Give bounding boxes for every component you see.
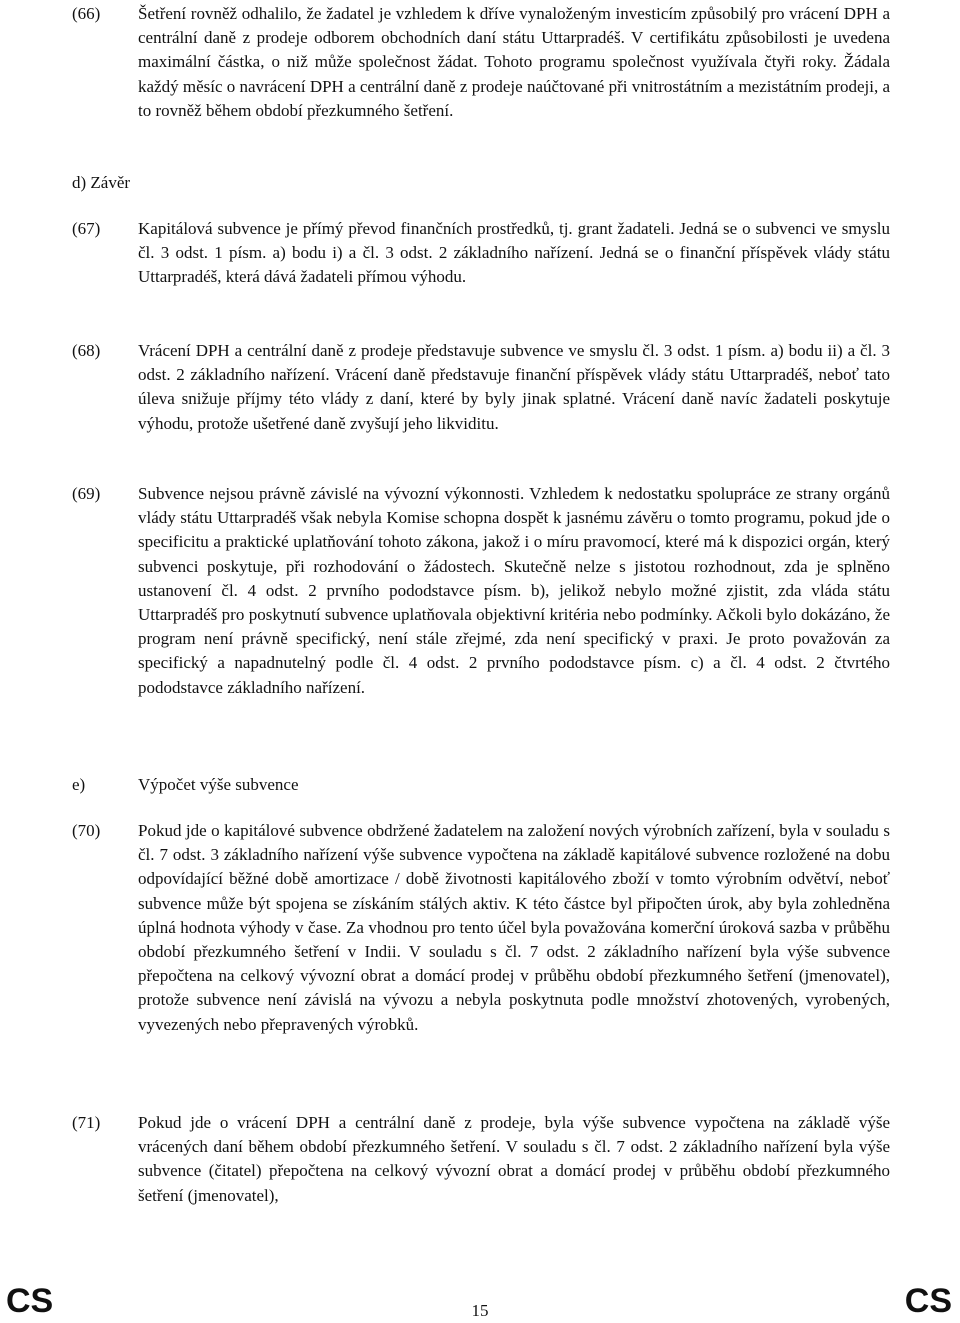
paragraph-70 xyxy=(72,819,892,1037)
page-number: 15 xyxy=(471,1301,489,1320)
paragraph-text: Subvence nejsou právně závislé na vývozní výkonnosti. Vzhledem k nedostatku spolupráce ze strany orgánů vlády státu Uttarpradéš však nebyla Komise schopna dospět k jasnému závěru o tomto programu, pokud jde o specificitu a praktické uplatňování tohoto zákona, jakož i o míru pravomocí, které má k dispozici orgán, který subvenci poskytuje, při rozhodování o žádostech. Skutečně nelze s jistotou rozhodnout, zda je splněno ustanovení čl. 4 odst. 2 prvního pododstavce písm. b), jelikož nebylo možné zjistit, zda vláda státu Uttarpradéš pro poskytnutí subvence uplatňovala objektivní kritéria nebo podmínky. Ačkoli bylo dokázáno, že program není právně specifický, není stále zřejmé, zda není specifický v praxi. Je proto považován za specifický a napadnutelný podle čl. 4 odst. 2 prvního pododstavce písm. c) a čl. 4 odst. 2 čtvrtého pododstavce základního nařízení. xyxy=(138,484,890,697)
paragraph-number: (66) xyxy=(72,4,101,23)
paragraph-number: (68) xyxy=(72,341,101,360)
paragraph-69 xyxy=(72,482,892,700)
paragraph-text: Pokud jde o kapitálové subvence obdržené žadatelem na založení nových výrobních zařízení, byla v souladu s čl. 7 odst. 3 základního nařízení výše subvence vypočtena na základě kapitálové subvence rozložené na dobu odpovídající běžné době amortizace / době životnosti kapitálového zboží v tomto výrobním odvětví, neboť subvence může být spojena se získáním stálých aktiv. K této částce byl připočten úrok, aby byla zohledněna úplná hodnota výhody v čase. Za vhodnou pro tento účel byla považována komerční úroková sazba v průběhu období přezkumného šetření v Indii. V souladu s čl. 7 odst. 2 základního nařízení byla výše subvence přepočtena na celkový vývozní obrat a domácí prodej v průběhu období přezkumného šetření (jmenovatel), protože subvence není závislá na vývozu a nebyla poskytnuta podle množství zhotovených, vyrobených, vyvezených nebo přepravených výrobků. xyxy=(138,821,890,1034)
footer-language-code-right: CS xyxy=(904,1282,952,1320)
paragraph-text: Pokud jde o vrácení DPH a centrální daně z prodeje, byla výše subvence vypočtena na základě výše vrácených daní během období přezkumného šetření. V souladu s čl. 7 odst. 2 základního nařízení byla výše subvence (čitatel) přepočtena na celkový vývozní obrat a domácí prodej v průběhu období přezkumného šetření (jmenovatel), xyxy=(138,1113,890,1205)
section-heading-d: d) Závěr xyxy=(72,173,131,192)
paragraph-68 xyxy=(72,339,892,436)
paragraph-number: (69) xyxy=(72,484,101,503)
paragraph-66 xyxy=(72,2,892,123)
section-letter: e) xyxy=(72,775,86,794)
section-title: Výpočet výše subvence xyxy=(138,775,299,794)
footer-language-code-left: CS xyxy=(6,1282,54,1320)
paragraph-71 xyxy=(72,1111,892,1208)
paragraph-text: Šetření rovněž odhalilo, že žadatel je vzhledem k dříve vynaloženým investicím způsobilý pro vrácení DPH a centrální daně z prodeje odborem obchodních daní státu Uttarpradéš. V certifikátu způsobilosti je uvedena maximální částka, o niž může společnost žádat. Tohoto programu společnost využívala čtyři roky. Žádala každý měsíc o navrácení DPH a centrální daně z prodeje naúčtované při vnitrostátním a mezistátním prodeji, a to rovněž během období přezkumného šetření. xyxy=(138,4,890,120)
paragraph-number: (70) xyxy=(72,821,101,840)
paragraph-text: Kapitálová subvence je přímý převod finančních prostředků, tj. grant žadateli. Jedná se o subvenci ve smyslu čl. 3 odst. 1 písm. a) bodu i) a čl. 3 odst. 2 základního nařízení. Jedná se o finanční příspěvek vlády státu Uttarpradéš, která dává žadateli přímou výhodu. xyxy=(138,219,890,287)
paragraph-67 xyxy=(72,217,892,290)
section-heading-e xyxy=(72,773,892,797)
paragraph-number: (67) xyxy=(72,219,101,238)
paragraph-text: Vrácení DPH a centrální daně z prodeje představuje subvence ve smyslu čl. 3 odst. 1 písm. a) bodu ii) a čl. 3 odst. 2 základního nařízení. Vrácení daně představuje finanční příspěvek vlády státu Uttarpradéš, neboť tato úleva snižuje příjmy této vlády z daní, které by byly jinak splatné. Vrácení daně navíc žadateli poskytuje výhodu, protože ušetřené daně zvyšují jeho likviditu. xyxy=(138,341,890,433)
paragraph-number: (71) xyxy=(72,1113,101,1132)
